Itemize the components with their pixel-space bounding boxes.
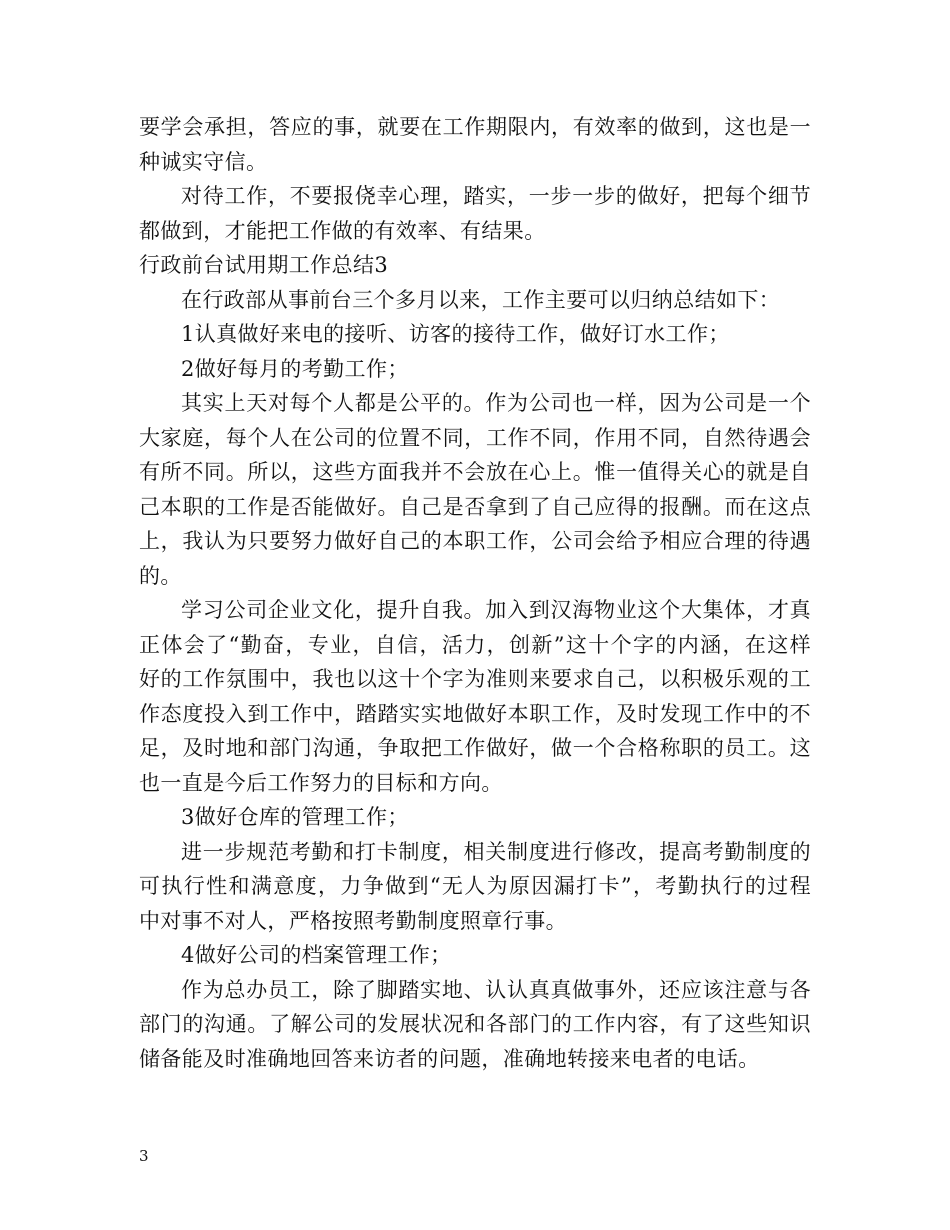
text-line: 可执行性和满意度，力争做到“无人为原因漏打卡”，考勤执行的过程 — [139, 874, 811, 898]
page-number: 3 — [139, 1147, 149, 1165]
text-line: 种诚实守信。 — [139, 149, 268, 174]
text-line: 有所不同。所以，这些方面我并不会放在心上。惟一值得关心的就是自 — [139, 460, 811, 484]
section-heading: 行政前台试用期工作总结3 — [139, 253, 389, 277]
text-line: 要学会承担，答应的事，就要在工作期限内，有效率的做到，这也是一 — [139, 115, 811, 139]
text-line: 大家庭，每个人在公司的位置不同，工作不同，作用不同，自然待遇会 — [139, 425, 811, 450]
text-line: 其实上天对每个人都是公平的。作为公司也一样，因为公司是一个 — [181, 391, 811, 415]
list-item: 1认真做好来电的接听、访客的接待工作，做好订水工作； — [181, 322, 730, 346]
text-line: 上，我认为只要努力做好自己的本职工作，公司会给予相应合理的待遇 — [139, 529, 811, 553]
list-item: 3做好仓库的管理工作； — [181, 805, 409, 829]
text-line: 储备能及时准确地回答来访者的问题，准确地转接来电者的电话。 — [139, 1046, 760, 1071]
text-line: 对待工作，不要报侥幸心理，踏实，一步一步的做好，把每个细节 — [181, 184, 811, 208]
text-line: 进一步规范考勤和打卡制度，相关制度进行修改，提高考勤制度的 — [181, 839, 811, 864]
text-line: 也一直是今后工作努力的目标和方向。 — [139, 770, 503, 795]
text-line: 中对事不对人，严格按照考勤制度照章行事。 — [139, 908, 567, 933]
text-line: 作为总办员工，除了脚踏实地、认认真真做事外，还应该注意与各 — [181, 977, 811, 1002]
text-line: 的。 — [139, 563, 182, 588]
list-item: 2做好每月的考勤工作； — [181, 356, 409, 381]
document-body — [139, 110, 811, 1076]
text-line: 学习公司企业文化，提升自我。加入到汉海物业这个大集体，才真 — [181, 598, 811, 622]
list-item: 4做好公司的档案管理工作； — [181, 943, 452, 967]
text-line: 作态度投入到工作中，踏踏实实地做好本职工作，及时发现工作中的不 — [139, 701, 811, 726]
text-line: 都做到，才能把工作做的有效率、有结果。 — [139, 218, 546, 243]
text-line: 部门的沟通。了解公司的发展状况和各部门的工作内容，有了这些知识 — [139, 1012, 811, 1036]
text-line: 好的工作氛围中，我也以这十个字为准则来要求自己，以积极乐观的工 — [139, 667, 811, 691]
text-line: 足，及时地和部门沟通，争取把工作做好，做一个合格称职的员工。这 — [139, 736, 811, 760]
text-line: 己本职的工作是否能做好。自己是否拿到了自己应得的报酬。而在这点 — [139, 494, 811, 519]
text-line: 正体会了“勤奋，专业，自信，活力，创新”这十个字的内涵，在这样 — [139, 632, 811, 657]
text-line: 在行政部从事前台三个多月以来，工作主要可以归纳总结如下： — [181, 287, 781, 312]
